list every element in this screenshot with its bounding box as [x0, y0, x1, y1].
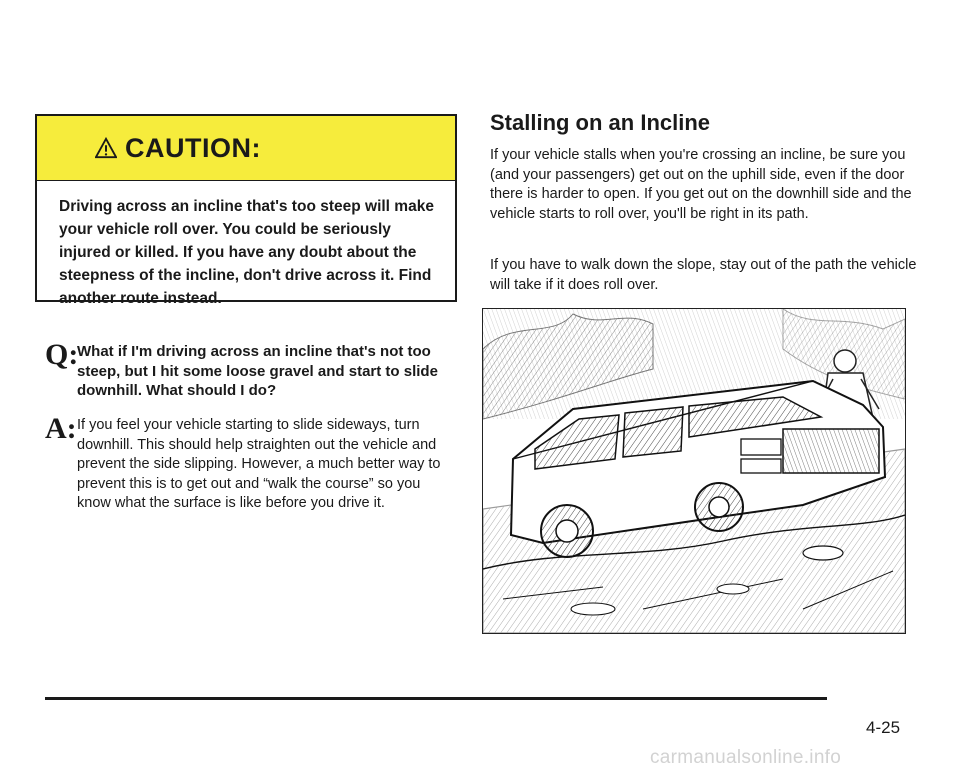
answer-block — [35, 412, 455, 514]
answer-text: If you feel your vehicle starting to slide sideways, turn downhill. This should help straighten out the vehicle and prevent the side slipping. However, a much better way to prevent this is to get out and “walk the course” so you know what the surface is like before you drive it. — [77, 417, 441, 511]
warning-triangle-icon — [95, 137, 117, 159]
page-number: 4-25 — [866, 718, 901, 737]
watermark: carmanualsonline.info — [650, 747, 842, 768]
caution-body: Driving across an incline that's too steep will make your vehicle roll over. You could be seriously injured or killed. If you have any doubt about the steepness of the incline, don't drive across it. Find another route instead. — [59, 198, 434, 307]
question-mark-label: Q: — [45, 338, 79, 371]
answer-mark-label: A: — [45, 412, 77, 445]
caution-header — [37, 116, 455, 181]
suv-on-incline-illustration — [482, 308, 906, 634]
caution-title: CAUTION: — [125, 132, 261, 163]
suv-illustration-drawing — [483, 309, 905, 633]
question-text: What if I'm driving across an incline that's not too steep, but I hit some loose gravel and start to slide downhill. What should I do? — [77, 343, 438, 399]
paragraph-walk-down: If you have to walk down the slope, stay out of the path the vehicle will take if it does roll over. — [490, 257, 917, 293]
question-block — [35, 338, 455, 401]
paragraph-uphill-exit: If your vehicle stalls when you're crossing an incline, be sure you (and your passengers) get out on the uphill side, even if the door there is harder to open. If you get out on the downhill side and the vehicle starts to roll over, you'll be right in its path. — [490, 147, 912, 222]
section-title: Stalling on an Incline — [490, 110, 711, 135]
footer-rule — [45, 697, 827, 700]
caution-box — [35, 114, 457, 307]
